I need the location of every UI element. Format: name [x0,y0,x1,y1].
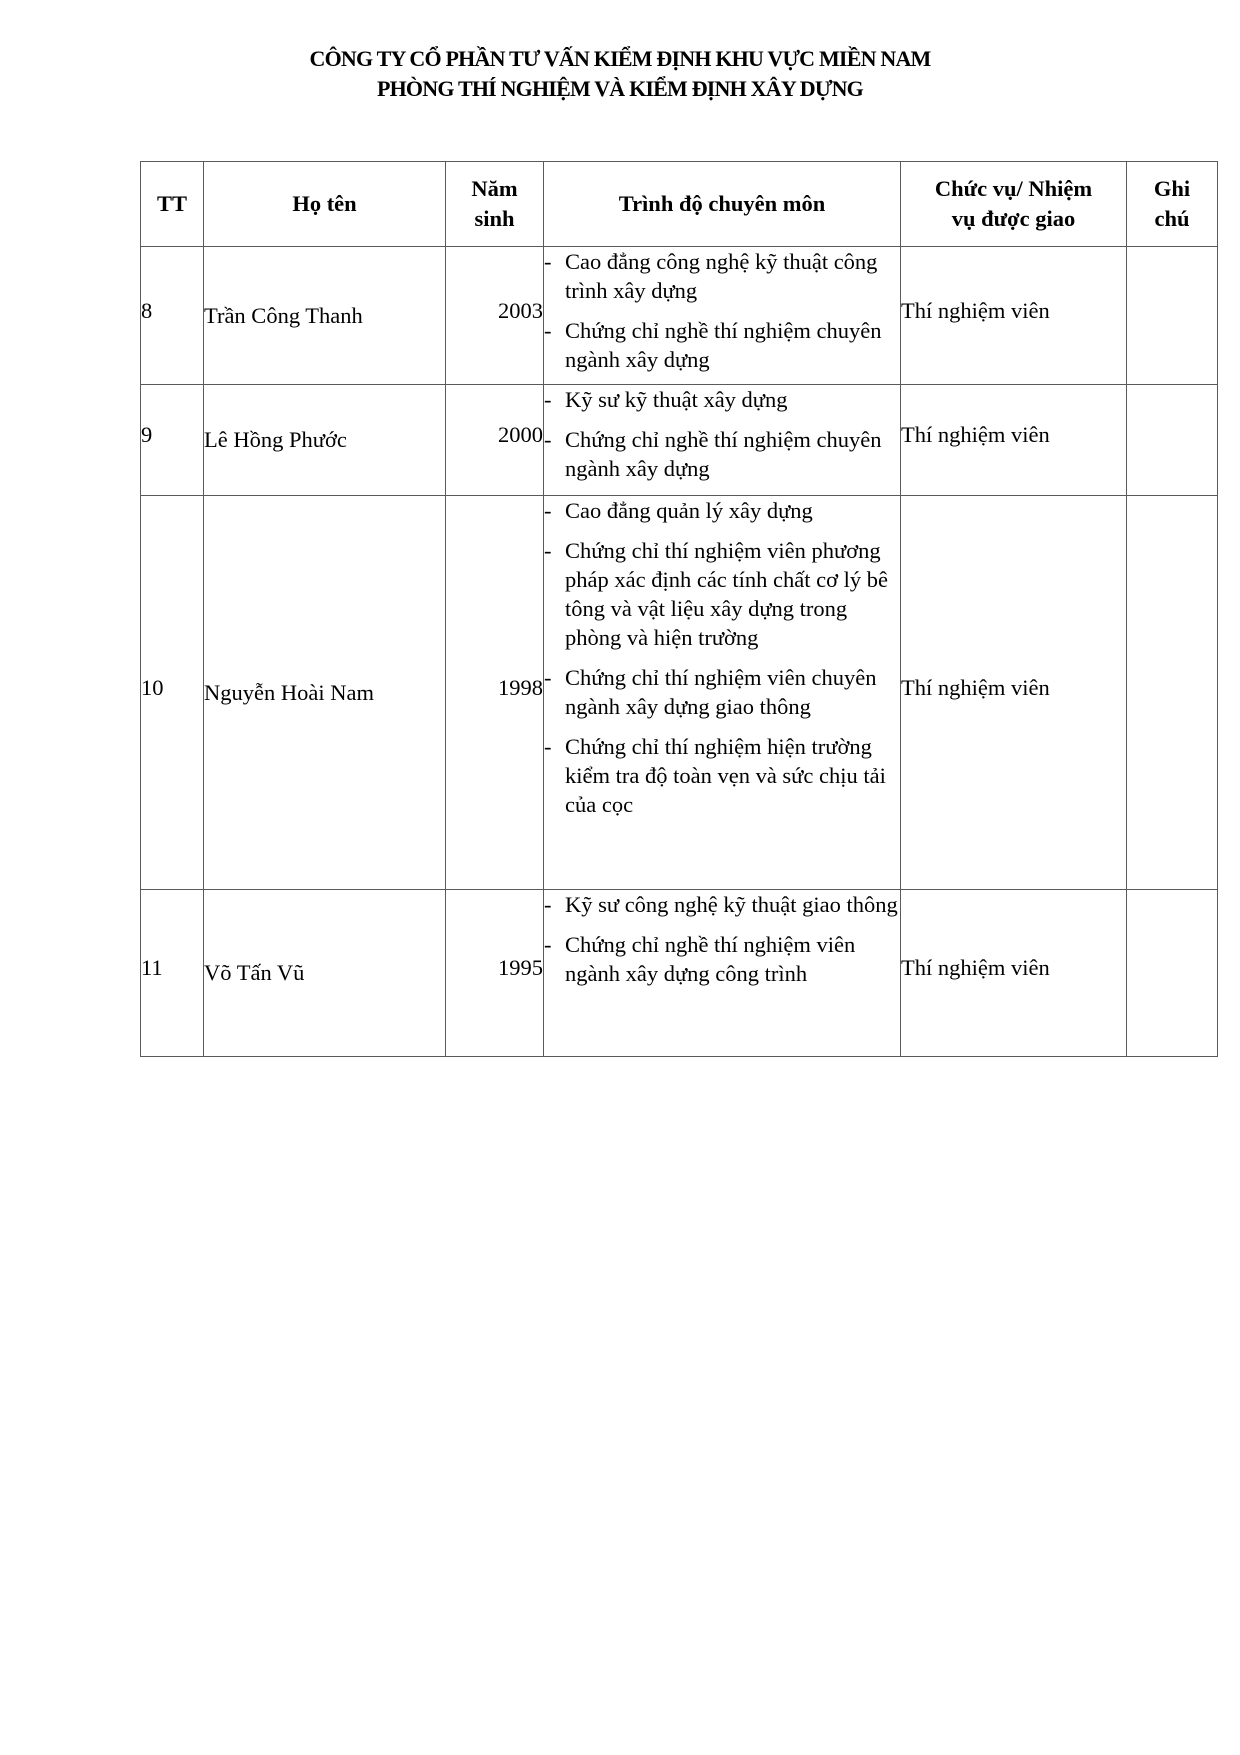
note-cell [1127,890,1218,1057]
table-row [141,890,1218,1057]
company-name: CÔNG TY CỔ PHẦN TƯ VẤN KIỂM ĐỊNH KHU VỰC MIỀN NAM [309,46,931,71]
birth-year: 1995 [446,890,544,1057]
birth-year: 2000 [446,385,544,496]
note-cell [1127,496,1218,890]
assigned-role: Thí nghiệm viên [901,385,1127,496]
table-header-row [141,162,1218,247]
qualification-cell [544,247,901,385]
qualification-item: - Chứng chỉ thí nghiệm hiện trường kiểm tra độ toàn vẹn và sức chịu tải của cọc [544,732,900,819]
birth-year: 1998 [446,496,544,890]
birth-year: 2003 [446,247,544,385]
qualification-item: - Chứng chỉ thí nghiệm viên chuyên ngành xây dựng giao thông [544,663,900,721]
note-cell [1127,247,1218,385]
qualification-item: - Chứng chỉ nghề thí nghiệm chuyên ngành xây dựng [544,425,900,483]
column-header-name: Họ tên [204,162,446,247]
document-header [0,44,1240,104]
qualification-cell [544,496,901,890]
qualification-cell [544,890,901,1057]
note-cell [1127,385,1218,496]
table-row [141,496,1218,890]
column-header-role: Chức vụ/ Nhiệm vụ được giao [901,162,1127,247]
department-name: PHÒNG THÍ NGHIỆM VÀ KIỂM ĐỊNH XÂY DỰNG [376,76,863,101]
row-number: 11 [141,890,204,1057]
staff-name: Nguyễn Hoài Nam [204,496,446,890]
row-number: 8 [141,247,204,385]
assigned-role: Thí nghiệm viên [901,247,1127,385]
qualification-list [544,247,900,374]
staff-table [140,161,1218,1057]
table-row [141,385,1218,496]
qualification-cell [544,385,901,496]
qualification-item: - Kỹ sư công nghệ kỹ thuật giao thông [544,890,900,919]
table-row [141,247,1218,385]
row-number: 9 [141,385,204,496]
staff-name: Lê Hồng Phước [204,385,446,496]
staff-name: Trần Công Thanh [204,247,446,385]
column-header-year: Năm sinh [446,162,544,247]
assigned-role: Thí nghiệm viên [901,496,1127,890]
staff-name: Võ Tấn Vũ [204,890,446,1057]
row-number: 10 [141,496,204,890]
qualification-item: - Chứng chỉ nghề thí nghiệm viên ngành xây dựng công trình [544,930,900,988]
column-header-note: Ghi chú [1127,162,1218,247]
qualification-list [544,496,900,819]
qualification-list [544,890,900,988]
qualification-list [544,385,900,483]
qualification-item: - Chứng chỉ thí nghiệm viên phương pháp xác định các tính chất cơ lý bê tông và vật liệu xây dựng trong phòng và hiện trường [544,536,900,652]
assigned-role: Thí nghiệm viên [901,890,1127,1057]
qualification-item: - Cao đẳng quản lý xây dựng [544,496,900,525]
qualification-item: - Kỹ sư kỹ thuật xây dựng [544,385,900,414]
column-header-qualification: Trình độ chuyên môn [544,162,901,247]
column-header-tt: TT [141,162,204,247]
qualification-item: - Chứng chỉ nghề thí nghiệm chuyên ngành xây dựng [544,316,900,374]
qualification-item: - Cao đẳng công nghệ kỹ thuật công trình xây dựng [544,247,900,305]
